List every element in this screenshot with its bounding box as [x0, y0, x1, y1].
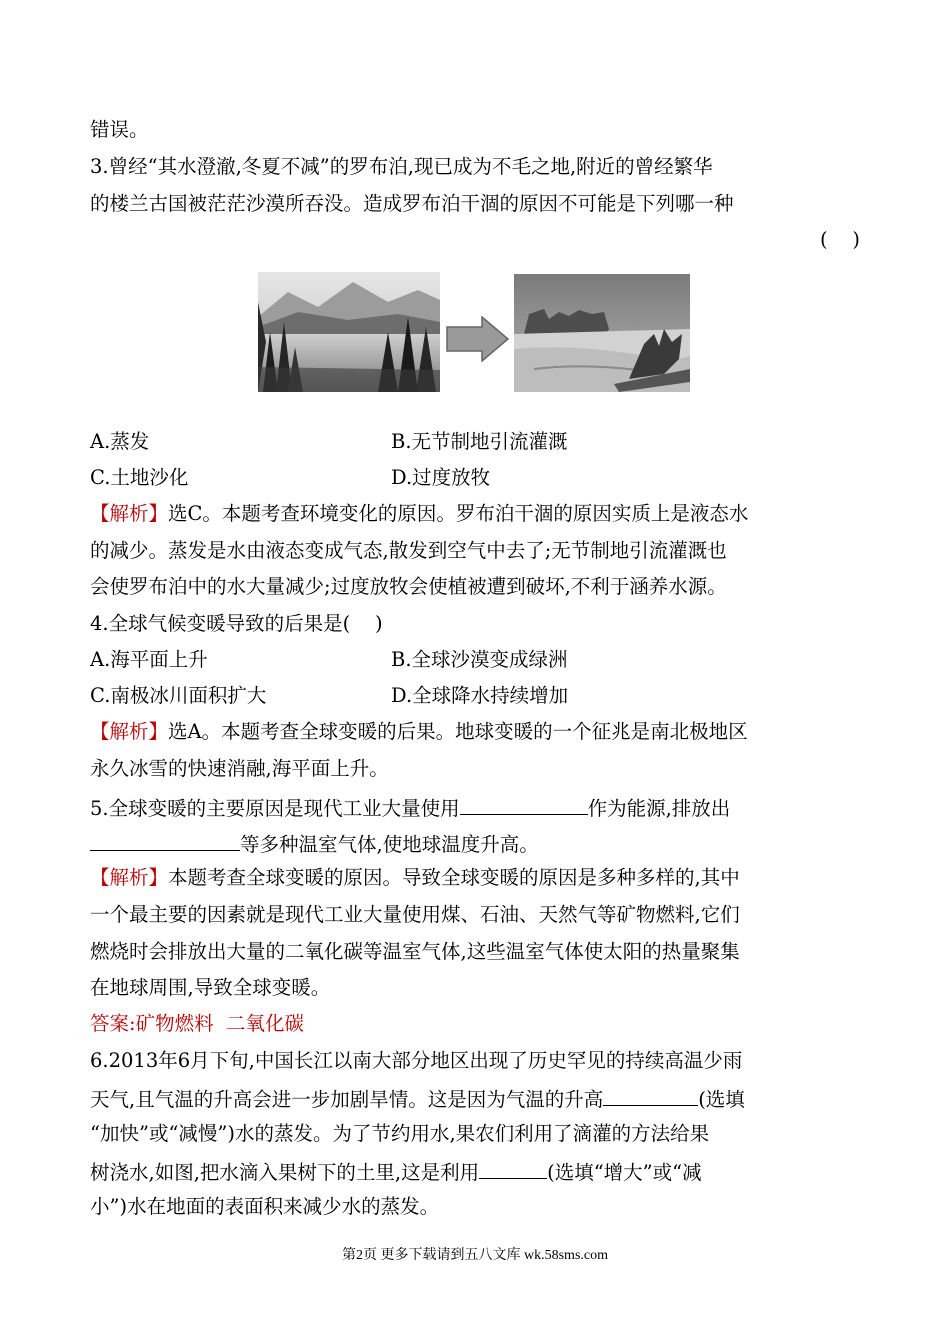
analysis-text: 本题考查全球变暖的原因。导致全球变暖的原因是多种多样的,其中	[168, 866, 740, 889]
analysis-label: 【解析】	[90, 502, 169, 525]
page-footer: 第2页 更多下载请到五八文库 wk.58sms.com	[342, 1248, 608, 1263]
question-5-line-1	[90, 794, 730, 821]
lake-image	[258, 272, 440, 392]
analysis-3-line-3: 会使罗布泊中的水大量减少;过度放牧会使植被遭到破坏,不利于涵养水源。	[90, 575, 727, 598]
question-text: 天气,且气温的升高会进一步加剧旱情。这是因为气温的升高	[90, 1088, 604, 1111]
option-4c: C.南极冰川面积扩大	[90, 684, 267, 707]
question-text: 作为能源,排放出	[587, 797, 731, 820]
question-3-line-1: 3.曾经“其水澄澈,冬夏不减”的罗布泊,现已成为不毛之地,附近的曾经繁华	[90, 155, 713, 178]
answer-blank[interactable]	[603, 1085, 698, 1106]
option-4a: A.海平面上升	[90, 648, 208, 671]
question-text: (选填“增大”或“减	[547, 1161, 702, 1184]
answer-5: 答案:矿物燃料 二氧化碳	[90, 1012, 304, 1035]
option-3b: B.无节制地引流灌溉	[391, 430, 568, 453]
question-text: 等多种温室气体,使地球温度升高。	[240, 833, 539, 856]
analysis-3-line-1	[90, 502, 748, 526]
analysis-4-line-2: 永久冰雪的快速消融,海平面上升。	[90, 757, 389, 780]
desert-image	[514, 274, 690, 392]
question-3-line-2: 的楼兰古国被茫茫沙漠所吞没。造成罗布泊干涸的原因不可能是下列哪一种	[90, 192, 734, 215]
option-3d: D.过度放牧	[391, 466, 491, 489]
question-6-line-1: 6.2013年6月下旬,中国长江以南大部分地区出现了历史罕见的持续高温少雨	[90, 1049, 743, 1072]
question-text: 5.全球变暖的主要原因是现代工业大量使用	[90, 797, 460, 820]
analysis-text: 选C。本题考查环境变化的原因。罗布泊干涸的原因实质上是液态水	[168, 502, 749, 525]
answer-blank[interactable]	[90, 830, 240, 851]
option-3c: C.土地沙化	[90, 466, 189, 489]
analysis-5-line-3: 燃烧时会排放出大量的二氧化碳等温室气体,这些温室气体使太阳的热量聚集	[90, 940, 740, 963]
answer-blank[interactable]	[460, 794, 588, 815]
question-5-line-2	[90, 830, 539, 857]
answer-blank[interactable]	[479, 1158, 547, 1179]
analysis-label: 【解析】	[90, 720, 169, 743]
option-4b: B.全球沙漠变成绿洲	[391, 648, 568, 671]
question-6-line-3: “加快”或“减慢”)水的蒸发。为了节约用水,果农们利用了滴灌的方法给果	[90, 1122, 710, 1145]
analysis-label: 【解析】	[90, 866, 169, 889]
option-4d: D.全球降水持续增加	[391, 684, 569, 707]
text-line: 错误。	[90, 118, 149, 141]
question-6-line-2	[90, 1085, 745, 1112]
analysis-5-line-4: 在地球周围,导致全球变暖。	[90, 976, 331, 999]
analysis-3-line-2: 的减少。蒸发是水由液态变成气态,散发到空气中去了;无节制地引流灌溉也	[90, 539, 727, 562]
question-4: 4.全球气候变暖导致的后果是( )	[90, 612, 383, 635]
answer-parentheses: ( )	[820, 228, 861, 251]
question-text: 树浇水,如图,把水滴入果树下的土里,这是利用	[90, 1161, 480, 1184]
analysis-4-line-1	[90, 720, 748, 744]
question-6-line-4	[90, 1158, 702, 1185]
option-3a: A.蒸发	[90, 430, 150, 453]
question-text: (选填	[698, 1088, 745, 1111]
analysis-5-line-1	[90, 866, 740, 890]
analysis-5-line-2: 一个最主要的因素就是现代工业大量使用煤、石油、天然气等矿物燃料,它们	[90, 903, 740, 926]
question-6-line-5: 小”)水在地面的表面积来减少水的蒸发。	[90, 1195, 440, 1218]
analysis-text: 选A。本题考查全球变暖的后果。地球变暖的一个征兆是南北极地区	[168, 720, 748, 743]
arrow-icon	[446, 316, 510, 362]
